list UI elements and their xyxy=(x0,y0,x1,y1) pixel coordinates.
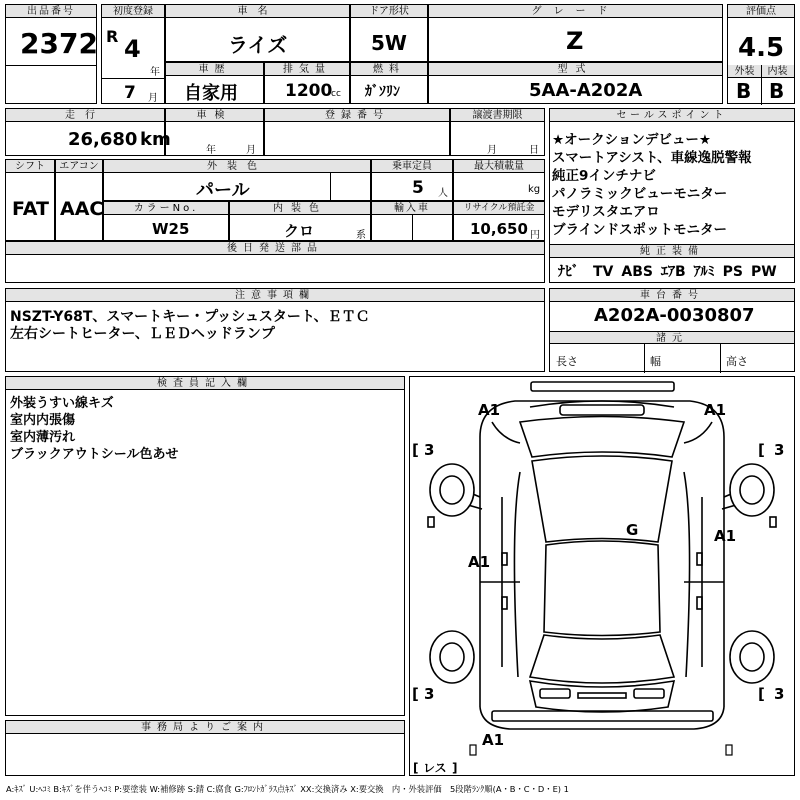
windshield-icon xyxy=(532,456,672,542)
color-no-box xyxy=(103,201,229,241)
interior-label: 内装 xyxy=(761,65,794,78)
equipment-item: TV xyxy=(593,264,614,280)
inspection-year-unit: 年 xyxy=(206,145,216,156)
sales-point-box xyxy=(549,108,795,283)
score-label: 評価点 xyxy=(728,5,794,18)
mark-front-left: A1 xyxy=(478,401,501,419)
notes-line: NSZT-Y68T、スマートキー・プッシュスタート、ＥＴＣ xyxy=(10,309,370,325)
color-no-label: カラーNo. xyxy=(104,202,228,215)
mark-tire-fr: 3 xyxy=(774,441,785,459)
displacement-box xyxy=(264,62,350,104)
sales-point-label: セールスポイント xyxy=(550,109,794,122)
era-value: R xyxy=(106,27,119,46)
notes-box xyxy=(5,288,545,372)
lot-number-value: 2372 xyxy=(20,27,98,60)
mark-rear-note-close: ] xyxy=(452,761,458,775)
shift-value: FAT xyxy=(12,198,49,220)
sales-point-line: ★オークションデビュー★ xyxy=(552,132,711,148)
model-label: 型式 xyxy=(429,63,722,76)
later-parts-label: 後日発送部品 xyxy=(6,242,544,255)
inspection-box xyxy=(165,108,264,156)
lot-number-label: 出品番号 xyxy=(6,5,96,18)
inspector-line: ブラックアウトシール色あせ xyxy=(10,447,179,462)
import-label: 輸入車 xyxy=(372,202,452,215)
equipment-item: ｴｱB xyxy=(660,264,686,280)
shift-box xyxy=(5,159,55,241)
mark-front-right: A1 xyxy=(704,401,727,419)
inspector-box xyxy=(5,376,405,716)
mileage-unit: km xyxy=(140,129,171,150)
capacity-label: 乗車定員 xyxy=(372,160,452,173)
int-color-unit: 系 xyxy=(356,230,366,241)
exterior-label: 外装 xyxy=(728,65,761,78)
recycle-value: 10,650 xyxy=(470,220,528,238)
history-box xyxy=(165,62,264,104)
month-unit: 月 xyxy=(148,93,158,104)
fuel-label: 燃料 xyxy=(351,63,427,76)
sales-point-line: スマートアシスト、車線逸脱警報 xyxy=(552,150,752,166)
equipment-item: ｱﾙﾐ xyxy=(693,264,715,280)
registration-label: 登録番号 xyxy=(265,109,449,122)
recycle-box xyxy=(453,201,545,241)
mark-tire-rr-open: [ xyxy=(758,685,765,703)
year-value: 4 xyxy=(124,35,141,63)
int-color-box xyxy=(229,201,371,241)
transfer-month-unit: 月 xyxy=(487,145,497,156)
score-box xyxy=(727,4,795,104)
chassis-value: A202A-0030807 xyxy=(594,305,755,326)
capacity-box xyxy=(371,159,453,201)
aircon-label: エアコン xyxy=(56,160,102,173)
mark-tire-rl-open: [ xyxy=(412,685,419,703)
inspector-line: 外装うすい線キズ xyxy=(10,396,114,411)
transfer-deadline-box xyxy=(450,108,545,156)
recycle-unit: 円 xyxy=(530,230,540,241)
sales-point-line: パノラミックビューモニター xyxy=(552,186,728,202)
history-label: 車歴 xyxy=(166,63,263,76)
mileage-box xyxy=(5,108,171,156)
max-load-unit: kg xyxy=(528,184,541,195)
mileage-label: 走行 xyxy=(6,109,164,122)
inspector-lines xyxy=(10,395,178,463)
interior-value: B xyxy=(769,79,785,103)
int-color-label: 内装色 xyxy=(230,202,370,215)
legend-text: A:ｷｽﾞ U:ﾍｺﾐ B:ｷｽﾞを伴うﾍｺﾐ P:要塗装 W:補修跡 S:錆 C:腐食 G:ﾌﾛﾝﾄｶﾞﾗｽ点ｷｽﾞ XX:交換済み X:要交換 内・外装評価 5段階ﾗﾝｸ順(A・B・C・D・E) 1 xyxy=(6,784,569,794)
mark-rear-note: レス xyxy=(423,761,447,775)
roof-icon xyxy=(544,541,660,636)
equipment-item: PW xyxy=(751,264,777,280)
notes-label: 注意事項欄 xyxy=(6,289,544,302)
later-parts-box xyxy=(5,241,545,283)
mark-tire-fl: 3 xyxy=(424,441,435,459)
inspection-month-unit: 月 xyxy=(246,145,256,156)
car-name-value: ライズ xyxy=(228,33,288,57)
mark-tire-rr: 3 xyxy=(774,685,785,703)
mark-rear: A1 xyxy=(482,731,505,749)
displacement-value: 1200 xyxy=(285,81,333,101)
car-name-box xyxy=(165,4,350,62)
first-registration-box xyxy=(101,4,165,104)
sales-point-lines xyxy=(552,131,752,239)
grade-box xyxy=(428,4,723,62)
import-box xyxy=(371,201,453,241)
model-value: 5AA-A202A xyxy=(529,80,643,101)
inspector-label: 検査員記入欄 xyxy=(6,377,404,390)
fuel-value: ｶﾞｿﾘﾝ xyxy=(365,84,400,100)
car-name-label: 車名 xyxy=(166,5,349,18)
width-label: 幅 xyxy=(650,355,661,368)
sales-point-line: ブラインドスポットモニター xyxy=(552,222,727,238)
capacity-unit: 人 xyxy=(438,188,448,199)
office-label: 事務局よりご案内 xyxy=(6,721,404,734)
length-label: 長さ xyxy=(556,355,578,368)
rear-window-icon xyxy=(530,635,674,683)
month-value: 7 xyxy=(124,83,136,103)
ext-color-box xyxy=(103,159,371,201)
history-value: 自家用 xyxy=(184,83,238,104)
mileage-value: 26,680 xyxy=(68,129,138,150)
model-box xyxy=(428,62,723,104)
chassis-label: 車台番号 xyxy=(550,289,794,302)
height-label: 高さ xyxy=(726,355,748,368)
equipment-item: ﾅﾋﾞ xyxy=(558,264,579,280)
max-load-box xyxy=(453,159,545,201)
front-body-icon xyxy=(480,401,727,437)
first-registration-label: 初度登録 xyxy=(102,5,164,18)
mark-tire-rl: 3 xyxy=(424,685,435,703)
capacity-value: 5 xyxy=(412,178,424,198)
registration-box xyxy=(264,108,450,156)
lot-number-box xyxy=(5,4,97,104)
displacement-unit: cc xyxy=(331,89,341,99)
mark-side-right: A1 xyxy=(714,527,737,545)
transfer-deadline-label: 譲渡書期限 xyxy=(451,109,544,122)
equipment-items xyxy=(558,261,777,281)
front-bumper-icon xyxy=(531,382,674,391)
recycle-label: リサイクル預託金 xyxy=(454,202,544,215)
displacement-label: 排気量 xyxy=(265,63,349,76)
hood-icon xyxy=(520,417,684,458)
trunk-icon xyxy=(530,681,674,712)
inspector-line: 室内薄汚れ xyxy=(10,430,76,445)
shift-label: シフト xyxy=(6,160,54,173)
aircon-value: AAC xyxy=(60,198,104,220)
int-color-value: クロ xyxy=(284,222,315,240)
mark-windshield: G xyxy=(626,521,639,539)
transfer-day-unit: 日 xyxy=(529,145,539,156)
car-diagram xyxy=(410,377,794,775)
notes-line: 左右シートヒーター、ＬＥＤヘッドランプ xyxy=(10,326,275,342)
exterior-value: B xyxy=(736,79,752,103)
mark-rear-note-open: [ xyxy=(413,761,419,775)
sales-point-line: 純正9インチナビ xyxy=(552,168,656,184)
ext-color-value: パール xyxy=(196,180,250,201)
year-unit: 年 xyxy=(150,67,160,78)
sales-point-line: モデリスタエアロ xyxy=(552,204,660,220)
inspector-line: 室内内張傷 xyxy=(10,413,76,428)
fuel-box xyxy=(350,62,428,104)
mark-side-left: A1 xyxy=(468,553,491,571)
door-type-value: 5W xyxy=(371,31,407,55)
mark-tire-fl-open: [ xyxy=(412,441,419,459)
grade-label: グレード xyxy=(429,5,722,18)
equipment-label: 純正装備 xyxy=(550,244,794,258)
aircon-box xyxy=(55,159,103,241)
color-no-value: W25 xyxy=(152,220,190,238)
door-type-label: ドア形状 xyxy=(351,5,427,18)
notes-lines xyxy=(10,309,370,343)
max-load-label: 最大積載量 xyxy=(454,160,544,173)
inspection-label: 車検 xyxy=(166,109,263,122)
mark-tire-fr-open: [ xyxy=(758,441,765,459)
ext-color-label: 外装色 xyxy=(104,160,370,173)
dims-label: 諸元 xyxy=(550,331,794,344)
grade-value: Z xyxy=(566,27,584,55)
equipment-item: PS xyxy=(722,264,743,280)
office-box xyxy=(5,720,405,776)
score-value: 4.5 xyxy=(738,33,785,63)
door-type-box xyxy=(350,4,428,62)
car-diagram-box xyxy=(409,376,795,776)
equipment-item: ABS xyxy=(621,264,653,280)
chassis-box xyxy=(549,288,795,372)
